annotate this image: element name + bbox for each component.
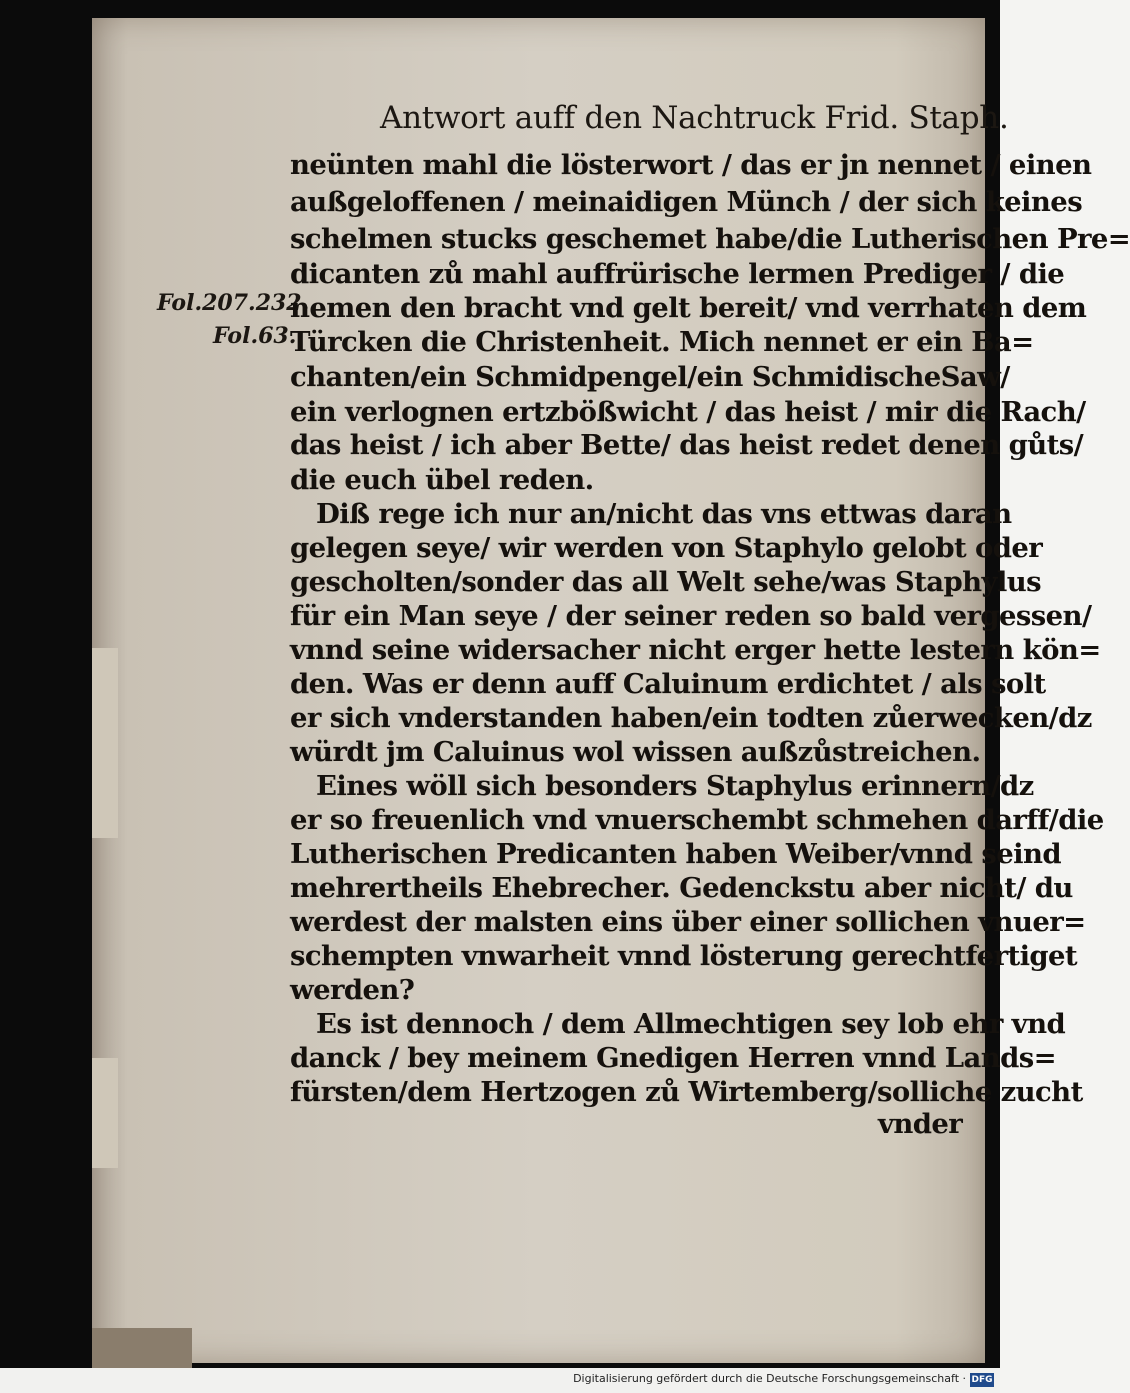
text-line: werdest der malsten eins über einer sollichen vnuer= [290,906,1086,938]
text-line: die euch übel reden. [290,464,594,496]
text-line: dicanten zů mahl auffrürische lermen Prediger / die [290,258,1065,290]
text-line: er so freuenlich vnd vnuerschembt schmehen darff/die [290,804,1104,836]
margin-note-fol-207: Fol.207.232. [157,290,310,316]
text-line: fürsten/dem Hertzogen zů Wirtemberg/solliche zucht [290,1076,1083,1108]
text-line: mehrertheils Ehebrecher. Gedenckstu aber nicht/ du [290,872,1073,904]
text-line: er sich vnderstanden haben/ein todten zůerwecken/dz [290,702,1092,734]
text-line: schelmen stucks geschemet habe/die Lutherischen Pre= [290,223,1130,255]
margin-note-fol-63: Fol.63. [213,323,297,349]
text-line: das heist / ich aber Bette/ das heist redet denen gůts/ [290,429,1084,461]
text-line: für ein Man seye / der seiner reden so bald vergessen/ [290,600,1092,632]
text-line: nemen den bracht vnd gelt bereit/ vnd verrhaten dem [290,292,1087,324]
text-line: Lutherischen Predicanten haben Weiber/vnnd seind [290,838,1061,870]
running-head: Antwort auff den Nachtruck Frid. Staph. [380,100,1009,136]
funding-credit: Digitalisierung gefördert durch die Deutsche Forschungsgemeinschaft · [573,1372,966,1385]
dfg-logo-icon: DFG [971,1375,993,1385]
text-line: vnnd seine widersacher nicht erger hette lestern kön= [290,634,1101,666]
text-line: gelegen seye/ wir werden von Staphylo gelobt oder [290,532,1043,564]
text-line: gescholten/sonder das all Welt sehe/was Staphylus [290,566,1041,598]
paragraph-start-line: Es ist dennoch / dem Allmechtigen sey lob ehr vnd [316,1008,1066,1040]
text-line: den. Was er denn auff Caluinum erdichtet / als solt [290,668,1046,700]
text-line: außgeloffenen / meinaidigen Münch / der sich keines [290,186,1083,218]
text-line: schempten vnwarheit vnnd lösterung gerechtfertiget [290,940,1078,972]
text-line: Türcken die Christenheit. Mich nennet er ein Ba= [290,326,1034,358]
page-edge-tab [92,648,118,838]
text-line: neünten mahl die lösterwort / das er jn nennet / einen [290,149,1092,181]
text-line: danck / bey meinem Gnedigen Herren vnnd Lands= [290,1042,1057,1074]
page-edge-tab [92,1058,118,1168]
catchword: vnder [878,1108,963,1140]
text-line: ein verlognen ertzbößwicht / das heist / mir die Rach/ [290,396,1086,428]
paragraph-start-line: Eines wöll sich besonders Staphylus erinnern/dz [316,770,1034,802]
text-line: chanten/ein Schmidpengel/ein SchmidischeSaw/ [290,361,1010,393]
text-line: würdt jm Caluinus wol wissen außzůstreichen. [290,736,981,768]
paragraph-start-line: Diß rege ich nur an/nicht das vns ettwas daran [316,498,1012,530]
text-line: werden? [290,974,415,1006]
